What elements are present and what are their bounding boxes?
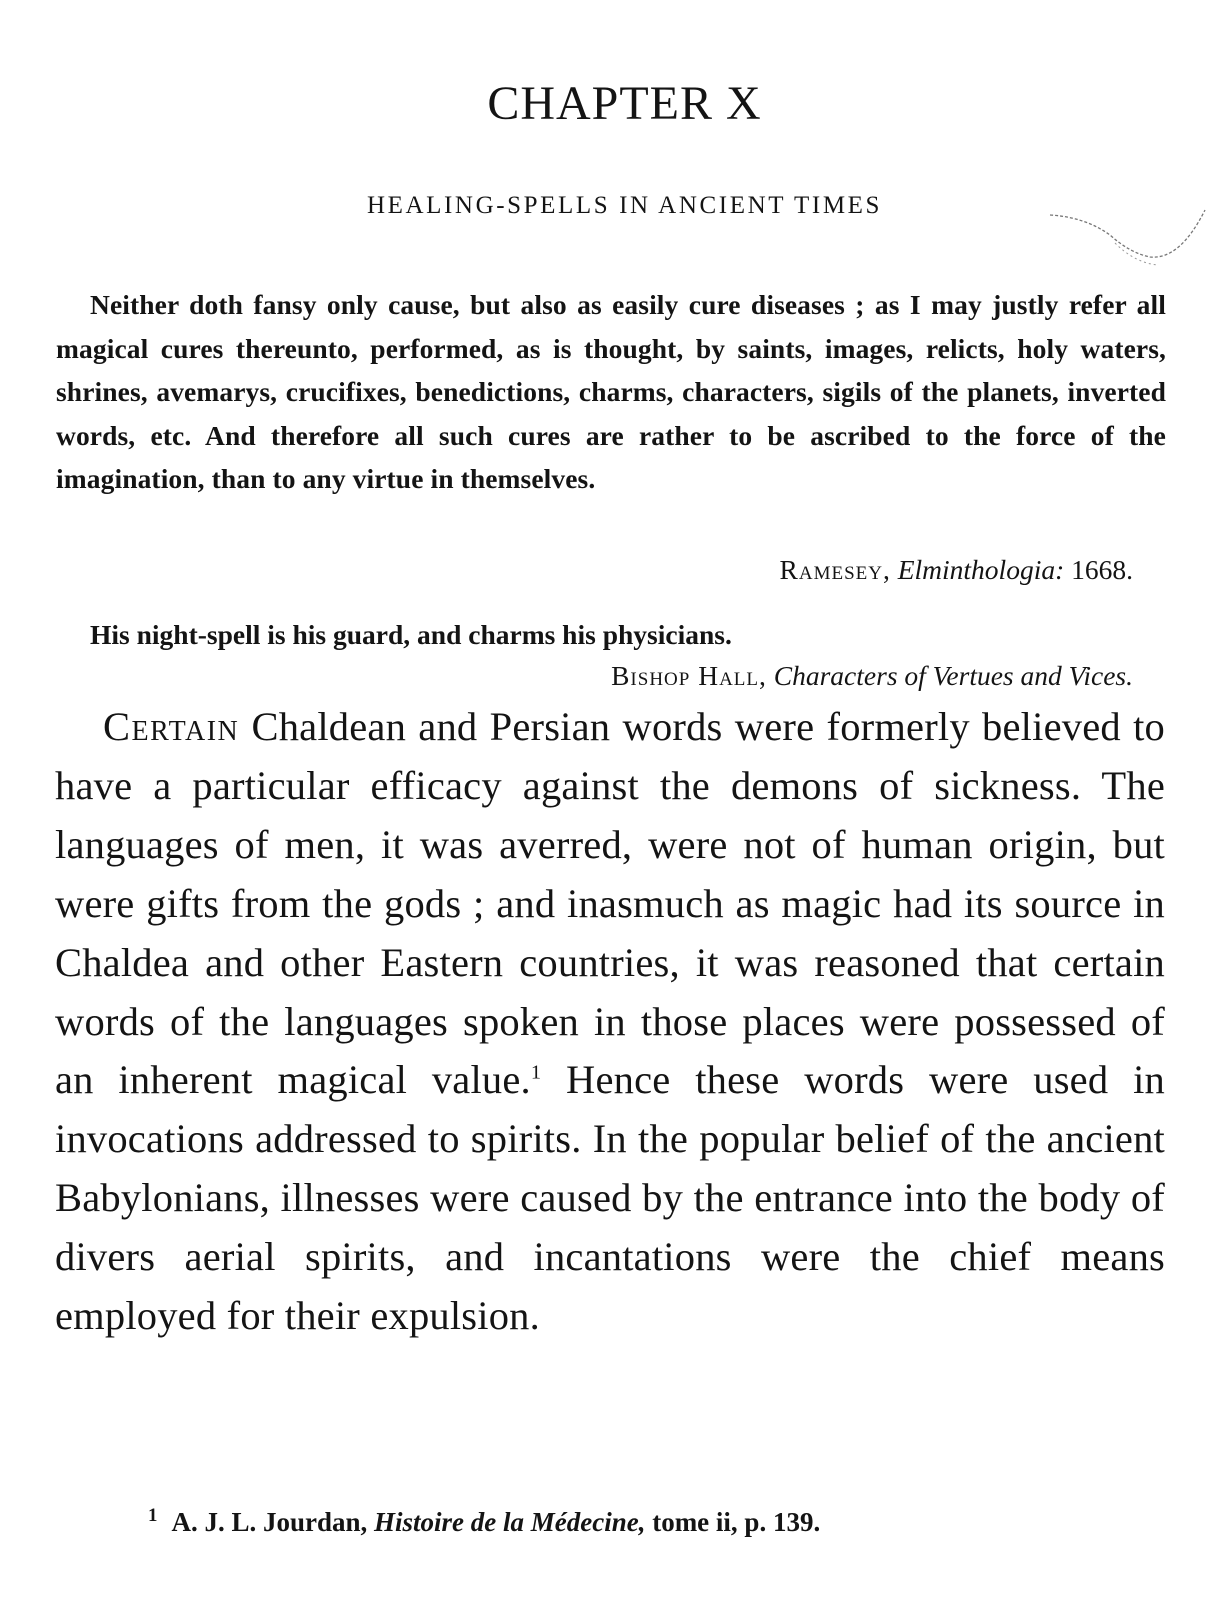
epigraph-quote-2: His night-spell is his guard, and charms his physicians. [90, 619, 732, 650]
epigraph-quote-1: Neither doth fansy only cause, but also as easily cure diseases ; as I may justly refer all magical cures thereunto, performed, as is thought, by saints, images, relicts, holy waters, shrines, avemarys, crucifixes, benedictions, charms, characters, sigils of the planets, inverted words, etc. And therefore all such cures are rather to be ascribed to the force of the imagination, than to any virtue in themselves. [56, 289, 1166, 494]
epigraph-work-2: Characters of Vertues and Vices. [773, 660, 1133, 691]
epigraph-work-1: Elminthologia: [897, 554, 1065, 585]
footnote-number: 1 [148, 1505, 158, 1526]
body-text-part-2: Hence these words were used in invocations addressed to spirits. In the popular belief of the ancient Babylonians, illnesses were caused by the entrance into the body of divers aerial spirits, and incantations were the chief means employed for their expulsion. [55, 1057, 1165, 1339]
footnote-author: A. J. L. Jourdan, [171, 1507, 368, 1537]
epigraph-attribution-2 [611, 659, 1133, 693]
pencil-mark [1040, 205, 1209, 285]
chapter-subtitle: HEALING-SPELLS IN ANCIENT TIMES [366, 192, 883, 219]
footnote-work: Histoire de la Médecine, [374, 1507, 646, 1537]
footnote-reference: 1 [530, 1061, 542, 1084]
epigraph-author-2: Bishop Hall, [611, 660, 767, 691]
epigraph-year-1: 1668. [1071, 554, 1133, 585]
footnote-location: tome ii, p. 139. [652, 1507, 821, 1537]
epigraph-author-1: Ramesey, [779, 554, 891, 585]
body-text-part-1: Chaldean and Persian words were formerly believed to have a particular efficacy against the demons of sickness. The languages of men, it was averred, were not of human origin, but were gifts from the gods ; and inasmuch as magic had its source in Chaldea and other Eastern countries, it was reasoned that certain words of the languages spoken in those places were possessed of an inherent magical value. [55, 704, 1165, 1103]
body-lead-word: Certain [103, 704, 240, 749]
epigraph-attribution-1 [780, 553, 1134, 587]
footnote [148, 1505, 820, 1539]
body-paragraph [55, 698, 1165, 1346]
chapter-title: CHAPTER X [487, 77, 762, 130]
